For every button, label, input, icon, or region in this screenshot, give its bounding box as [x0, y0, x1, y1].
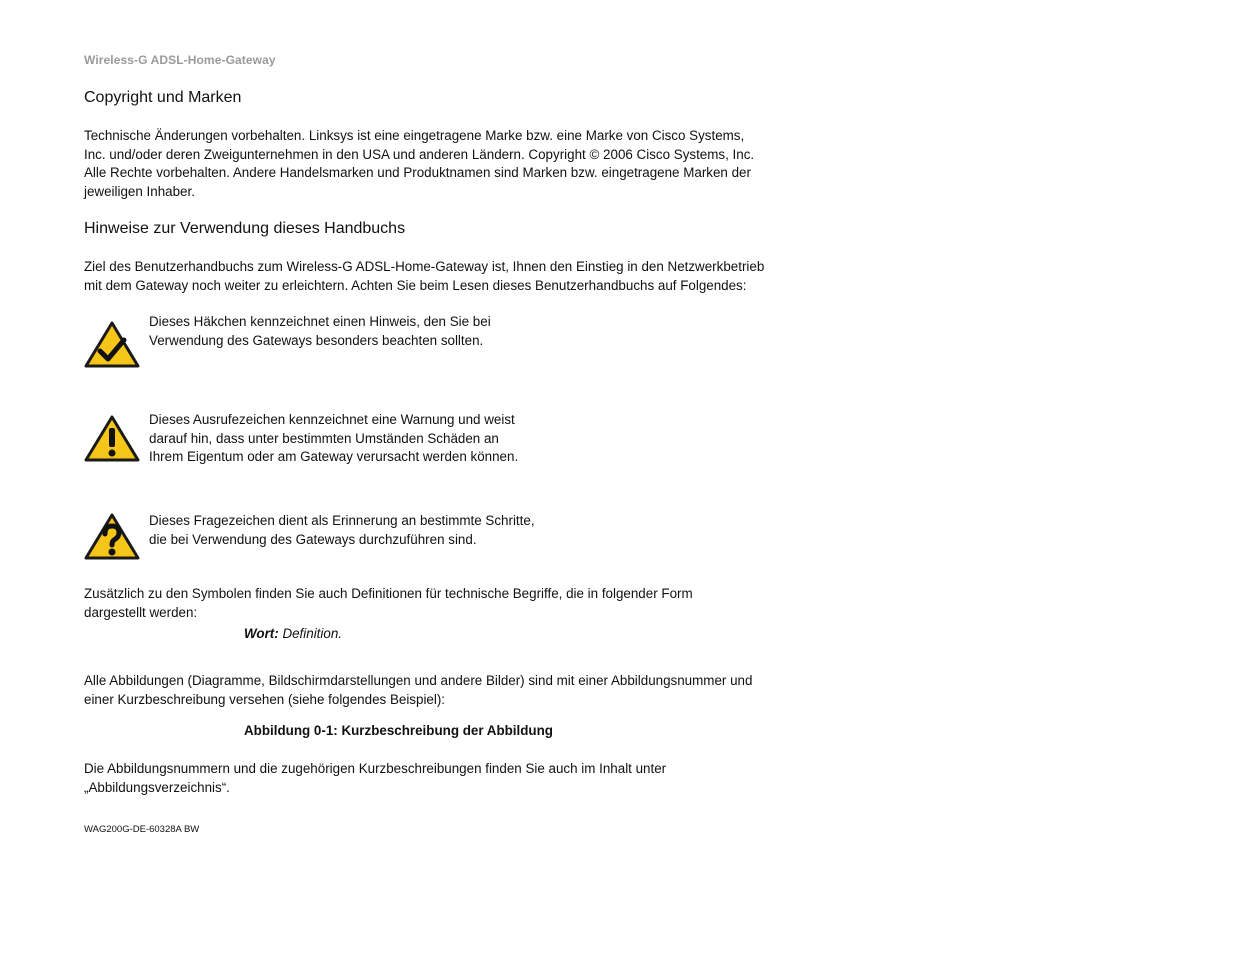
checkmark-warning-icon	[84, 320, 140, 368]
running-head: Wireless-G ADSL-Home-Gateway	[84, 53, 276, 67]
paragraph-line: Die Abbildungsnummern und die zugehörigen Kurzbeschreibungen finden Sie auch im Inhalt unter	[84, 761, 667, 776]
paragraph-line: mit dem Gateway noch weiter zu erleichtern. Achten Sie beim Lesen dieses Benutzerhandbuchs auf Folgendes:	[84, 277, 747, 293]
paragraph-line: Ziel des Benutzerhandbuchs zum Wireless-G ADSL-Home-Gateway ist, Ihnen den Einstieg in den Netzwerkbetrieb	[84, 259, 765, 274]
term-word: Wort:	[244, 626, 279, 641]
paragraph-line: „Abbildungsverzeichnis“.	[84, 779, 230, 795]
figure-caption-example: Abbildung 0-1: Kurzbeschreibung der Abbildung	[244, 723, 553, 738]
exclamation-warning-icon	[84, 414, 140, 462]
section-heading-copyright: Copyright und Marken	[84, 89, 242, 106]
term-example	[244, 626, 342, 641]
note-line: Ihrem Eigentum oder am Gateway verursacht werden können.	[149, 449, 519, 465]
paragraph-line: Alle Abbildungen (Diagramme, Bildschirmdarstellungen und andere Bilder) sind mit einer Abbildungsnummer und	[84, 673, 753, 688]
term-definition: Definition.	[278, 626, 342, 641]
figures-paragraph	[84, 672, 764, 709]
usage-intro-paragraph	[84, 258, 764, 295]
paragraph-line: Inc. und/oder deren Zweigunternehmen in den USA und anderen Ländern. Copyright © 2006 Cisco Systems, Inc.	[84, 146, 755, 162]
definitions-paragraph	[84, 585, 764, 622]
note-line: Dieses Fragezeichen dient als Erinnerung an bestimmte Schritte,	[149, 513, 535, 528]
paragraph-line: Alle Rechte vorbehalten. Andere Handelsmarken und Produktnamen sind Marken bzw. eingetragene Marken der	[84, 165, 751, 181]
note-exclamation-text	[149, 411, 518, 467]
note-line: Verwendung des Gateways besonders beachten sollten.	[149, 332, 484, 348]
paragraph-line: einer Kurzbeschreibung versehen (siehe folgendes Beispiel):	[84, 691, 446, 707]
paragraph-line: dargestellt werden:	[84, 604, 198, 620]
note-line: darauf hin, dass unter bestimmten Umständen Schäden an	[149, 430, 499, 446]
note-line: die bei Verwendung des Gateways durchzuführen sind.	[149, 531, 477, 547]
question-warning-icon	[84, 512, 140, 560]
paragraph-line: Technische Änderungen vorbehalten. Linksys ist eine eingetragene Marke bzw. eine Marke von Cisco Systems,	[84, 128, 745, 143]
index-paragraph	[84, 760, 764, 797]
note-question-text	[149, 512, 535, 549]
paragraph-line: jeweiligen Inhaber.	[84, 183, 195, 199]
copyright-paragraph	[84, 127, 764, 201]
note-line: Dieses Häkchen kennzeichnet einen Hinweis, den Sie bei	[149, 314, 491, 329]
paragraph-line: Zusätzlich zu den Symbolen finden Sie auch Definitionen für technische Begriffe, die in folgender Form	[84, 586, 693, 601]
note-line: Dieses Ausrufezeichen kennzeichnet eine Warnung und weist	[149, 412, 515, 427]
note-checkmark-text	[149, 313, 491, 350]
footer-doc-code: WAG200G-DE-60328A BW	[84, 824, 200, 835]
section-heading-usage: Hinweise zur Verwendung dieses Handbuchs	[84, 220, 406, 237]
